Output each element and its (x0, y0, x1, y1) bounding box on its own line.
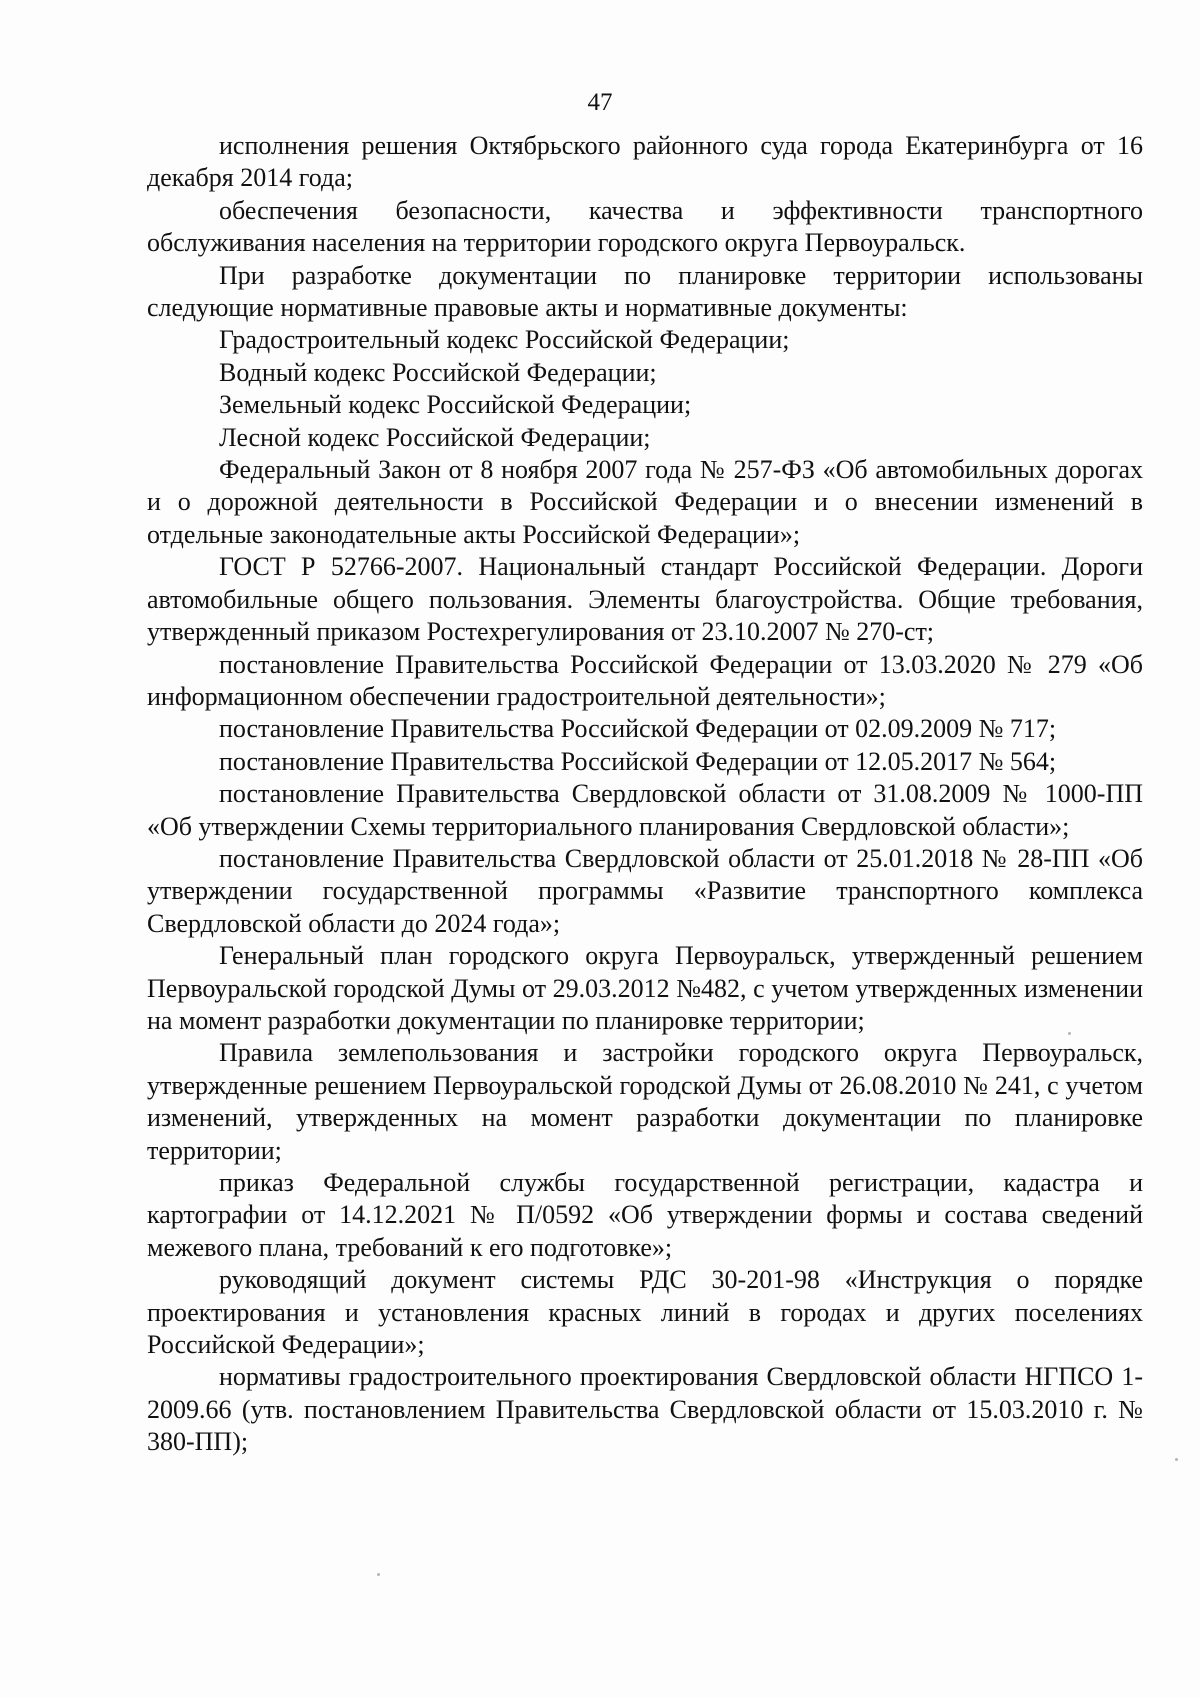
paragraph-ngpso: нормативы градостроительного проектирования Свердловской области НГПСО 1-2009.66 (утв. постановлением Правительства Свердловской области от 15.03.2010 г. № 380-ПП); (147, 1362, 1143, 1457)
paragraph-water-code: Водный кодекс Российской Федерации; (219, 357, 657, 387)
paragraph-urban-planning-code: Градостроительный кодекс Российской Федерации; (219, 325, 790, 355)
paragraph-land-use-rules: Правила землепользования и застройки городского округа Первоуральск, утвержденные решением Первоуральской городской Думы от 26.08.2010 № 241, с учетом изменений, утвержденных на момент разработки документации по планировке территории; (147, 1038, 1143, 1165)
paragraph-gost-52766: ГОСТ Р 52766-2007. Национальный стандарт Российской Федерации. Дороги автомобильные общего пользования. Элементы благоустройства. Общие требования, утвержденный приказом Ростехрегулирования от 23.10.2007 № 270-ст; (147, 552, 1143, 647)
scan-speck (377, 1573, 380, 1576)
paragraph-court-decision: исполнения решения Октябрьского районного суда города Екатеринбурга от 16 декабря 2014 года; (147, 131, 1143, 193)
paragraph-rds-30-201-98: руководящий документ системы РДС 30-201-98 «Инструкция о порядке проектирования и установления красных линий в городах и других поселениях Российской Федерации»; (147, 1265, 1143, 1360)
paragraph-decree-28-pp: постановление Правительства Свердловской области от 25.01.2018 № 28-ПП «Об утверждении государственной программы «Развитие транспортного комплекса Свердловской области до 2024 года»; (147, 843, 1143, 938)
paragraph-rosreestr-order: приказ Федеральной службы государственной регистрации, кадастра и картографии от 14.12.2021 № П/0592 «Об утверждении формы и состава сведений межевого плана, требований к его подготовке»; (147, 1168, 1143, 1262)
paragraph-forest-code: Лесной кодекс Российской Федерации; (219, 422, 651, 452)
paragraph-land-code: Земельный кодекс Российской Федерации; (219, 390, 692, 420)
paragraph-documents-intro: При разработке документации по планировке территории использованы следующие нормативные правовые акты и нормативные документы: (147, 260, 1143, 323)
paragraph-federal-law-257: Федеральный Закон от 8 ноября 2007 года № 257-ФЗ «Об автомобильных дорогах и о дорожной деятельности в Российской Федерации и о внесении изменений в отдельные законодательные акты Российской Федерации»; (147, 455, 1143, 549)
paragraph-general-plan: Генеральный план городского округа Первоуральск, утвержденный решением Первоуральской городской Думы от 29.03.2012 №482, с учетом утвержденных изменении на момент разработки документации по планировке территории; (147, 941, 1143, 1035)
paragraph-decree-279: постановление Правительства Российской Федерации от 13.03.2020 № 279 «Об информационном обеспечении градостроительной деятельности»; (147, 649, 1143, 711)
document-body (147, 130, 1143, 1459)
scan-speck (1175, 1458, 1178, 1461)
paragraph-decree-1000-pp: постановление Правительства Свердловской области от 31.08.2009 № 1000-ПП «Об утверждении Схемы территориального планирования Свердловской области»; (147, 779, 1143, 841)
scan-speck (1068, 1032, 1071, 1035)
paragraph-decree-717: постановление Правительства Российской Федерации от 02.09.2009 № 717; (219, 714, 1057, 744)
paragraph-decree-564: постановление Правительства Российской Федерации от 12.05.2017 № 564; (219, 746, 1057, 776)
paragraph-transport-safety: обеспечения безопасности, качества и эффективности транспортного обслуживания населения на территории городского округа Первоуральск. (147, 195, 1143, 258)
page-number: 47 (587, 89, 613, 116)
